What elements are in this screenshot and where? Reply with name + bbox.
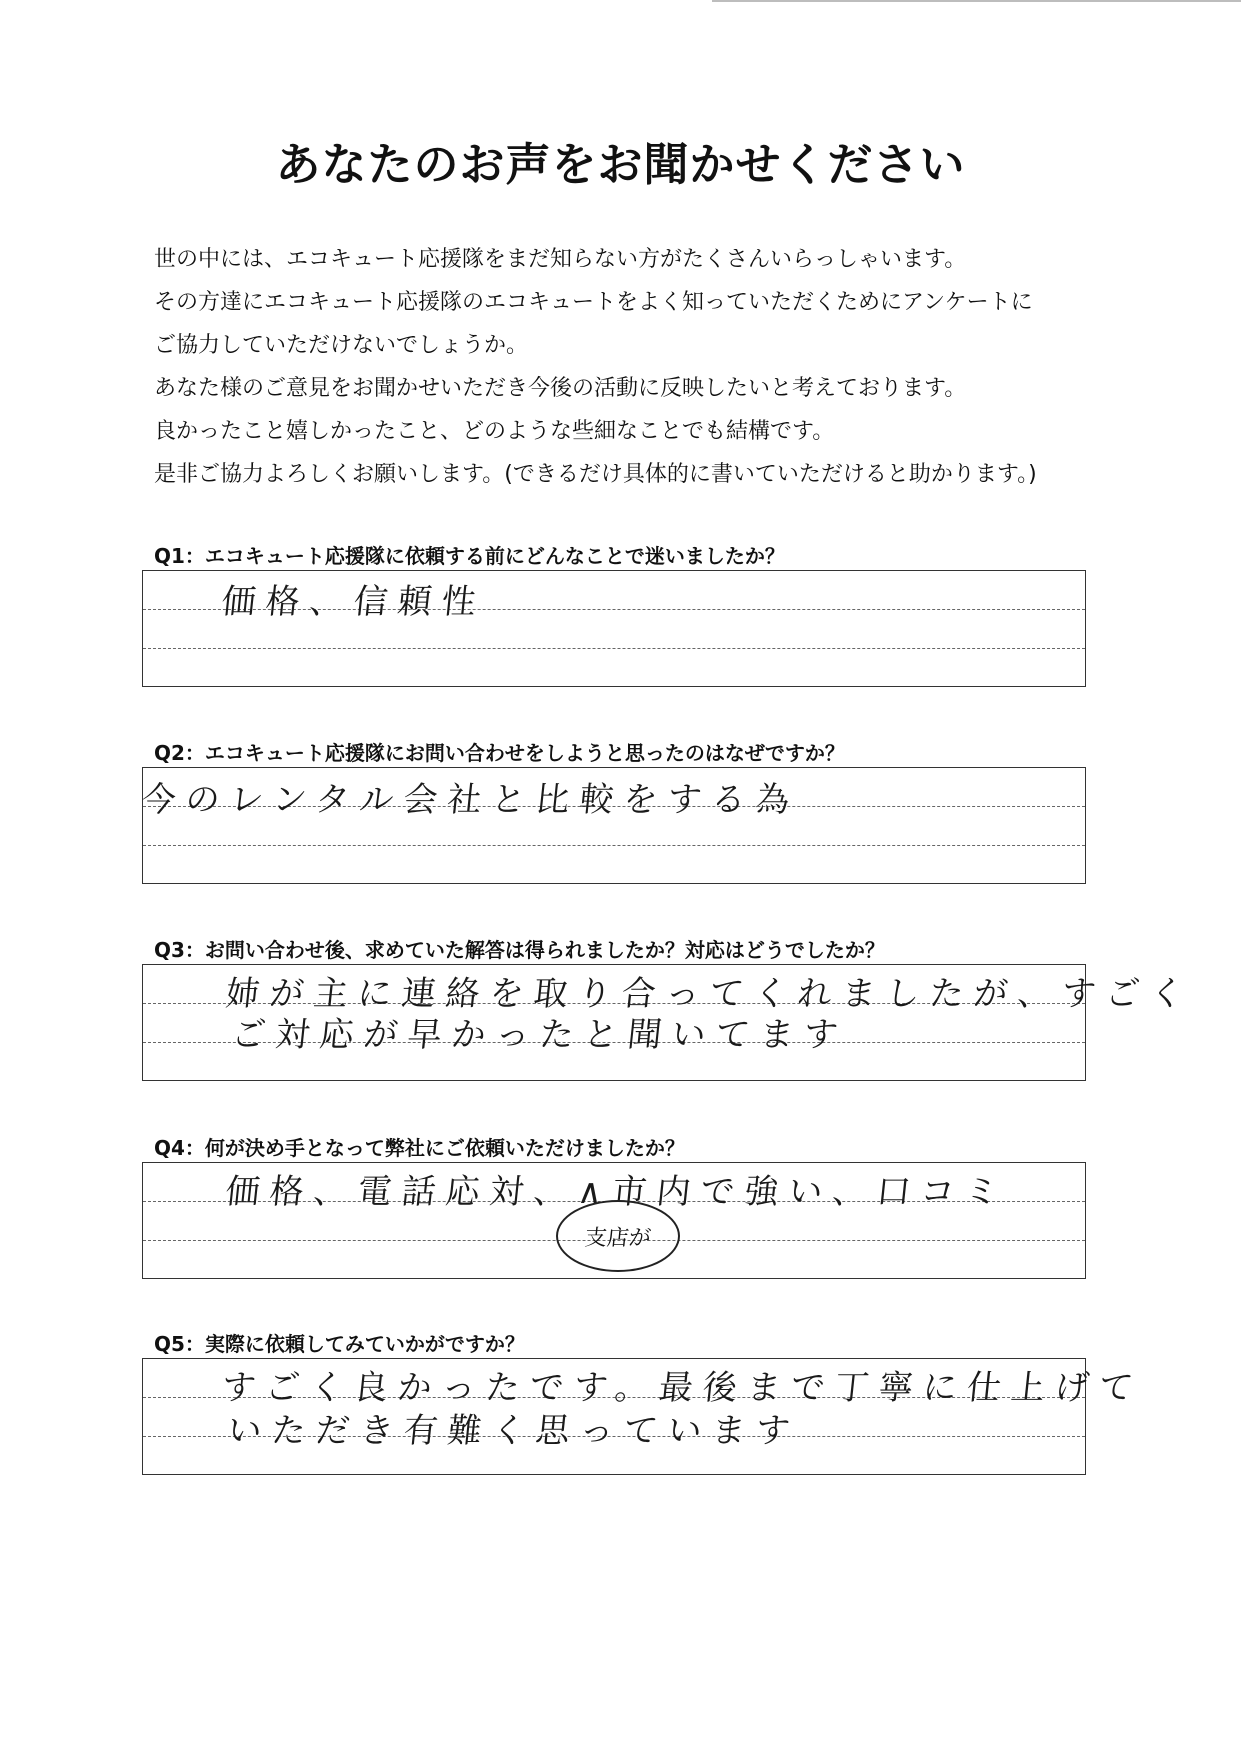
question-5-label: Q5：実際に依頼してみていかがですか？ [154, 1332, 525, 1356]
intro-paragraph [154, 238, 1154, 496]
handwritten-answer-3-line-2: ご対応が早かったと聞いてます [229, 1015, 850, 1055]
intro-line: 是非ご協力よろしくお願いします。(できるだけ具体的に書いていただけると助かります。) [154, 462, 1037, 487]
handwritten-answer-1-line-1: 価格、信頼性 [219, 582, 488, 622]
handwritten-answer-5-line-2: いただき有難く思っています [225, 1411, 802, 1451]
handwritten-answer-5-line-1: すごく良かったです。最後まで丁寧に仕上げて [219, 1368, 1146, 1408]
handwritten-answer-2-line-1: 今のレンタル会社と比較をする為 [139, 780, 802, 820]
page-title: あなたのお声をお聞かせください [275, 138, 966, 191]
handwritten-answer-4-line-1: 価格、電話応対、∧市内で強い、口コミ [223, 1172, 1011, 1212]
circled-note-text: 支店が [583, 1225, 653, 1251]
circled-insertion-note [556, 1200, 680, 1272]
handwritten-answer-3-line-1: 姉が主に連絡を取り合ってくれましたが、すごく [223, 974, 1196, 1014]
answer-rule [143, 648, 1085, 649]
question-1-label: Q1：エコキュート応援隊に依頼する前にどんなことで迷いましたか？ [154, 544, 785, 568]
answer-rule [143, 845, 1085, 846]
intro-line: 良かったこと嬉しかったこと、どのような些細なことでも結構です。 [154, 419, 835, 444]
intro-line: ご協力していただけないでしょうか。 [154, 333, 529, 358]
intro-line: その方達にエコキュート応援隊のエコキュートをよく知っていただくためにアンケートに [154, 290, 1033, 315]
question-3-label: Q3：お問い合わせ後、求めていた解答は得られましたか？対応はどうでしたか？ [154, 938, 885, 962]
intro-line: 世の中には、エコキュート応援隊をまだ知らない方がたくさんいらっしゃいます。 [154, 247, 967, 272]
scan-top-edge [712, 0, 1241, 2]
question-4-label: Q4：何が決め手となって弊社にご依頼いただけましたか？ [154, 1136, 685, 1160]
question-2-label: Q2：エコキュート応援隊にお問い合わせをしようと思ったのはなぜですか？ [154, 741, 845, 765]
intro-line: あなた様のご意見をお聞かせいただき今後の活動に反映したいと考えております。 [154, 376, 967, 401]
